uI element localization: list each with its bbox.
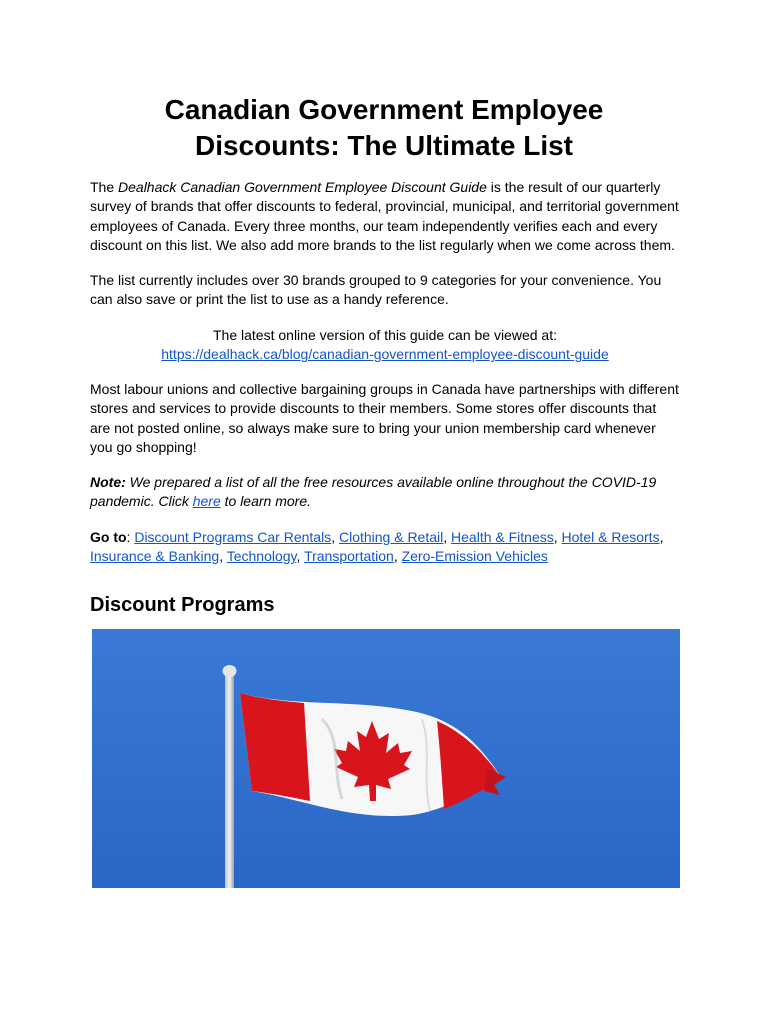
goto-link-discount-programs[interactable]: Discount Programs bbox=[134, 529, 254, 545]
goto-link-health-fitness[interactable]: Health & Fitness bbox=[451, 529, 554, 545]
note-label: Note: bbox=[90, 474, 126, 490]
title-line-2: Discounts: The Ultimate List bbox=[194, 130, 574, 161]
goto-link-insurance-banking[interactable]: Insurance & Banking bbox=[90, 548, 220, 565]
note-paragraph bbox=[90, 473, 680, 512]
goto-link-hotel-resorts[interactable]: Hotel & Resorts bbox=[561, 529, 660, 545]
note-text: We prepared a list of all the free resources available online throughout the COVID-19 pandemic. Click bbox=[90, 474, 657, 510]
guide-name: Dealhack Canadian Government Employee Discount Guide bbox=[118, 179, 487, 195]
section-heading-discount-programs: Discount Programs bbox=[90, 594, 275, 616]
page-title bbox=[90, 92, 678, 164]
intro-paragraph bbox=[90, 178, 680, 256]
flagpole-finial bbox=[223, 665, 237, 677]
note-end: to learn more. bbox=[220, 493, 311, 510]
title-line-1: Canadian Government Employee bbox=[164, 94, 604, 125]
intro-prefix: The bbox=[90, 179, 119, 195]
list-info-paragraph: The list currently includes over 30 brands grouped to 9 categories for your convenience. You can also save or print the list to use as a handy reference. bbox=[90, 272, 662, 308]
goto-link-technology[interactable]: Technology bbox=[226, 548, 297, 565]
unions-paragraph: Most labour unions and collective bargaining groups in Canada have partnerships with different stores and services to provide discounts to their members. Some stores offer discounts that are not posted online, so always make sure to bring your union membership card whenever you go shopping! bbox=[90, 381, 679, 456]
goto-link-clothing-retail[interactable]: Clothing & Retail bbox=[338, 529, 444, 545]
canadian-flag-photo bbox=[92, 629, 680, 888]
goto-label: Go to bbox=[90, 529, 127, 545]
flagpole bbox=[225, 674, 234, 888]
goto-navigation: Go to: Discount Programs Car Rentals, Clothing & Retail, Health & Fitness, Hotel & Resorts, Insurance & Banking, Technology, Transportation, Zero-Emission Vehicles bbox=[90, 529, 664, 565]
goto-link-zero-emission-vehicles[interactable]: Zero-Emission Vehicles bbox=[401, 548, 548, 565]
intro-suffix: is the result of our quarterly survey of brands that offer discounts to federal, provincial, municipal, and territorial government employees of Canada. Every three months, our team independently verifies each and every discount on this list. We also add more brands to the list regularly when we come across them. bbox=[90, 179, 679, 254]
online-version-paragraph bbox=[90, 326, 680, 365]
note-here-link[interactable]: here bbox=[192, 493, 221, 510]
goto-link-transportation[interactable]: Transportation bbox=[304, 548, 394, 565]
guide-url-link[interactable]: https://dealhack.ca/blog/canadian-government-employee-discount-guide bbox=[161, 346, 609, 363]
online-version-text: The latest online version of this guide can be viewed at: bbox=[213, 327, 557, 343]
goto-link-car-rentals[interactable]: Car Rentals bbox=[253, 529, 332, 545]
